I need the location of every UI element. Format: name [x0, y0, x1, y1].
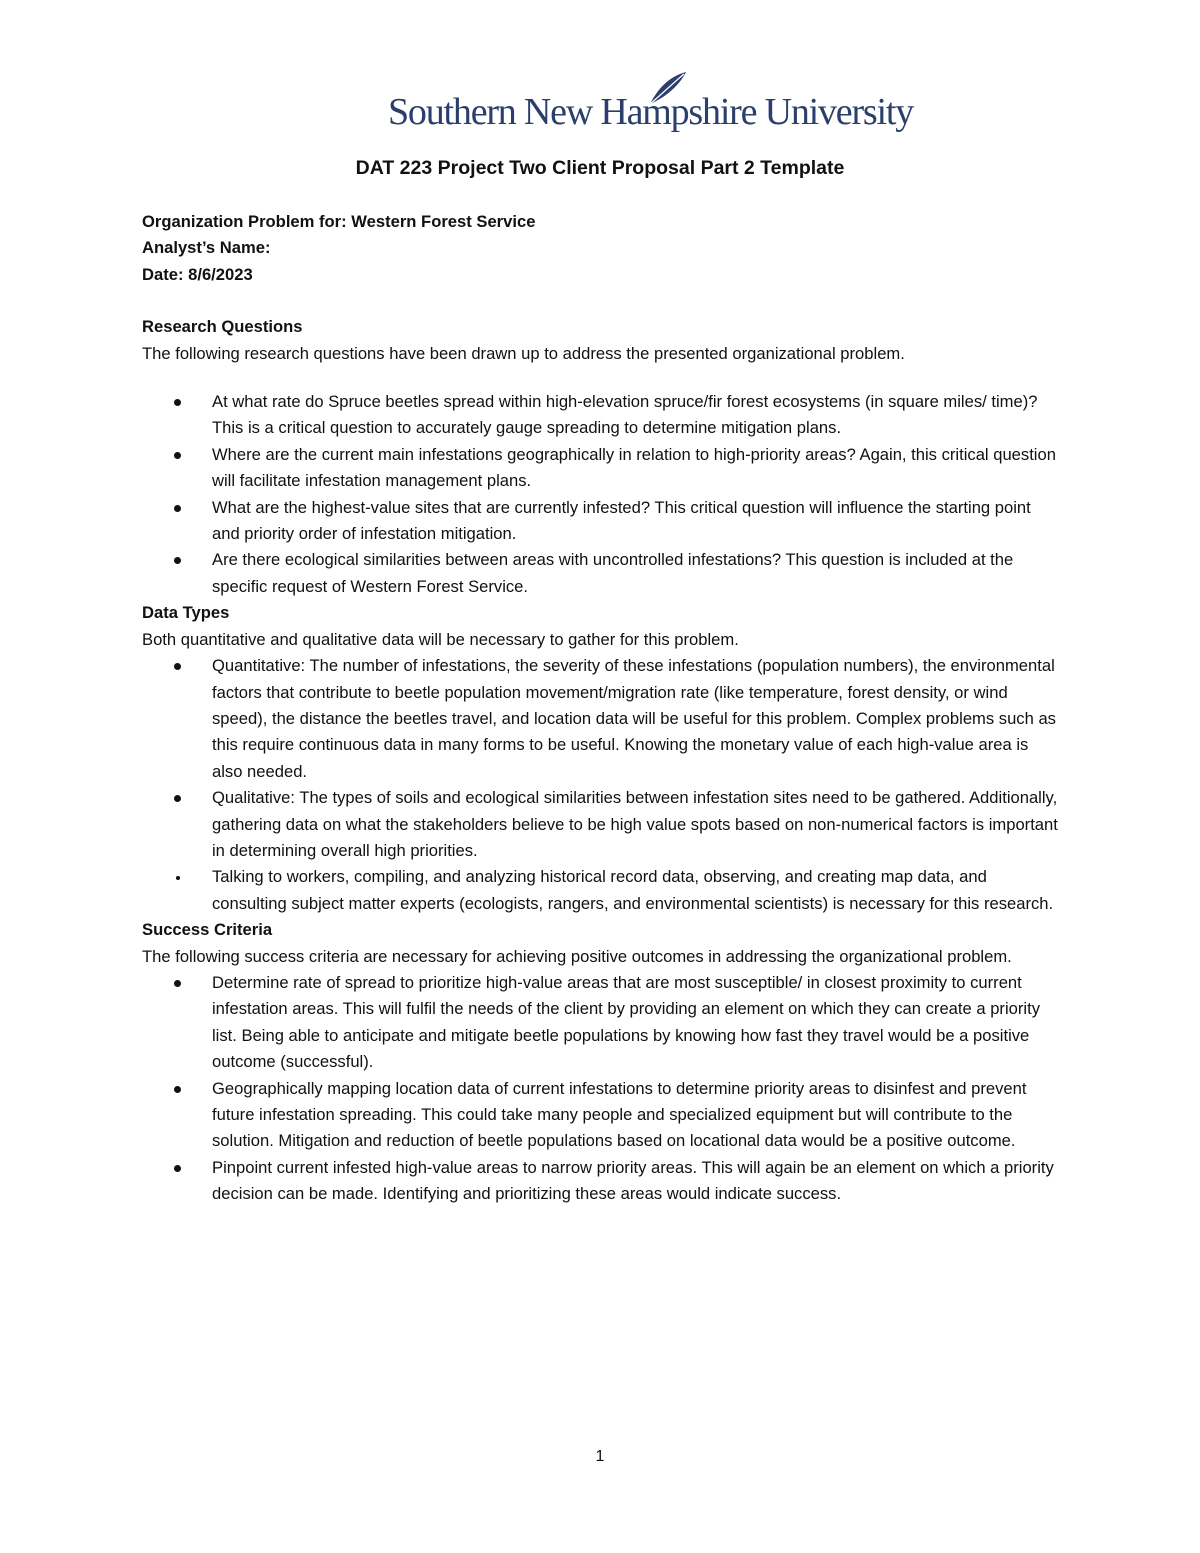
success-criteria-heading: Success Criteria — [142, 920, 273, 940]
university-logo — [388, 70, 914, 136]
document-title: DAT 223 Project Two Client Proposal Part 2 Template — [355, 157, 845, 179]
data-types-heading: Data Types — [142, 603, 230, 623]
analyst-line: Analyst’s Name: — [142, 238, 271, 258]
bullet-icon — [174, 399, 181, 406]
organization-line: Organization Problem for: Western Forest Service — [142, 212, 536, 231]
document-body — [142, 209, 1062, 1208]
research-questions-list — [142, 389, 1062, 600]
bullet-icon — [174, 557, 181, 564]
list-item: Qualitative: The types of soils and ecological similarities between infestation sites need to be gathered. Additionally, gathering data on what the stakeholders believe to be high value spots based on non-numerical factors is important in determining overall high priorities. — [212, 785, 1062, 864]
data-types-list — [142, 653, 1062, 917]
bullet-icon — [174, 452, 181, 459]
list-item: Are there ecological similarities between areas with uncontrolled infestations? This question is included at the specific request of Western Forest Service. — [212, 547, 1062, 600]
bullet-icon — [176, 876, 180, 880]
bullet-icon — [174, 1165, 181, 1172]
spacer — [142, 288, 1062, 314]
data-types-intro: Both quantitative and qualitative data will be necessary to gather for this problem. — [142, 629, 739, 649]
bullet-icon — [174, 795, 181, 802]
bullet-icon — [174, 980, 181, 987]
research-questions-intro: The following research questions have been drawn up to address the presented organizational problem. — [142, 343, 905, 363]
research-questions-heading: Research Questions — [142, 317, 303, 337]
bullet-icon — [174, 505, 181, 512]
list-item: At what rate do Spruce beetles spread within high-elevation spruce/fir forest ecosystems (in square miles/ time)? This is a critical question to accurately gauge spreading to determine mitigation plans. — [212, 389, 1062, 442]
bullet-icon — [174, 1086, 181, 1093]
logo-wordmark: Southern New Hampshire University — [388, 91, 914, 133]
list-item: Pinpoint current infested high-value areas to narrow priority areas. This will again be an element on which a priority decision can be made. Identifying and prioritizing these areas would indicate success. — [212, 1155, 1062, 1208]
list-item: Quantitative: The number of infestations, the severity of these infestations (population numbers), the environmental factors that contribute to beetle population movement/migration rate (like temperature, forest density, or wind speed), the distance the beetles travel, and location data will be useful for this problem. Complex problems such as this require continuous data in many forms to be useful. Knowing the monetary value of each high-value area is also needed. — [212, 653, 1062, 785]
list-item: Determine rate of spread to prioritize high-value areas that are most susceptible/ in closest proximity to current infestation areas. This will fulfil the needs of the client by providing an element on which they can create a priority list. Being able to anticipate and mitigate beetle populations by knowing how fast they travel would be a positive outcome (successful). — [212, 970, 1062, 1076]
list-item: What are the highest-value sites that are currently infested? This critical question will influence the starting point and priority order of infestation mitigation. — [212, 495, 1062, 548]
spacer — [142, 367, 1062, 389]
date-line: Date: 8/6/2023 — [142, 264, 253, 284]
bullet-icon — [174, 663, 181, 670]
page-number: 1 — [595, 1448, 605, 1465]
list-item: Geographically mapping location data of current infestations to determine priority areas to disinfest and prevent future infestation spreading. This could take many people and specialized equipment but will contribute to the solution. Mitigation and reduction of beetle populations based on locational data would be a positive outcome. — [212, 1076, 1062, 1155]
list-item: Talking to workers, compiling, and analyzing historical record data, observing, and creating map data, and consulting subject matter experts (ecologists, rangers, and environmental scientists) is necessary for this research. — [212, 864, 1062, 917]
list-item: Where are the current main infestations geographically in relation to high-priority areas? Again, this critical question will facilitate infestation management plans. — [212, 442, 1062, 495]
success-criteria-intro: The following success criteria are necessary for achieving positive outcomes in addressing the organizational problem. — [142, 946, 1012, 966]
success-criteria-list — [142, 970, 1062, 1208]
